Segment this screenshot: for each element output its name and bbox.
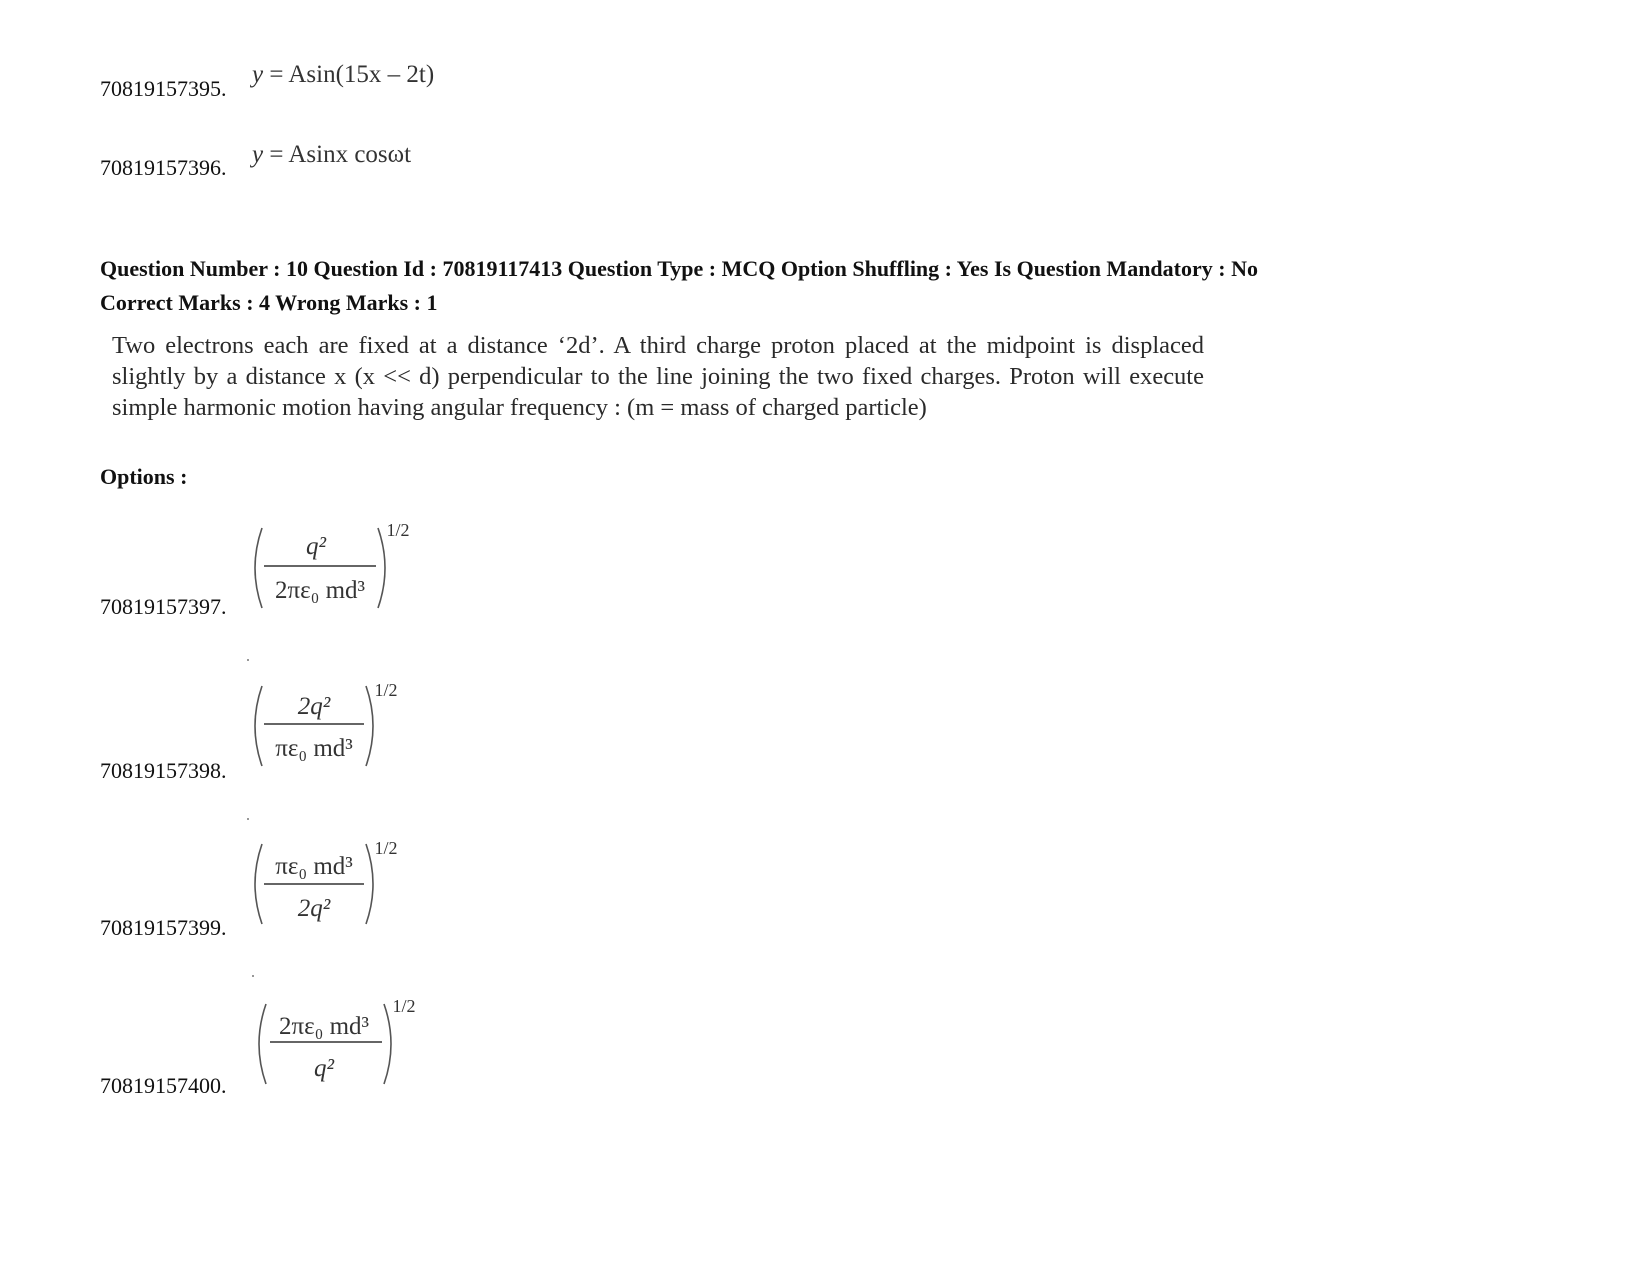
left-paren [255, 844, 262, 924]
exponent: 1/2 [392, 996, 416, 1016]
numerator: 2q² [297, 693, 331, 720]
option-equation-70819157396: y = Asinx cosωt [252, 141, 412, 168]
option-equation-70819157395: y = Asin(15x – 2t) [252, 61, 435, 88]
options-label: Options : [100, 464, 188, 489]
option-id-70819157399: 70819157399. [100, 915, 227, 940]
option-id-70819157396: 70819157396. [100, 155, 227, 180]
stray-mark [252, 975, 254, 977]
right-paren [384, 1004, 391, 1084]
denominator: 2q² [297, 895, 331, 922]
question-meta [100, 252, 1258, 320]
option-id-70819157395: 70819157395. [100, 76, 227, 101]
option-formula-70819157399 [244, 822, 419, 937]
question-meta-line1: Question Number : 10 Question Id : 70819117413 Question Type : MCQ Option Shuffling : Yes Is Question Mandatory : No [100, 256, 1258, 281]
option-id-70819157400: 70819157400. [100, 1073, 227, 1098]
stray-mark [247, 659, 249, 661]
right-paren [366, 686, 373, 766]
option-formula-70819157398 [244, 664, 419, 779]
question-text: Two electrons each are fixed at a distance ‘2d’. A third charge proton placed at the midpoint is displaced slightly by a distance x (x << d) perpendicular to the line joining the two fixed charges. Proton will execute simple harmonic motion having angular frequency : (m = mass of charged particle) [112, 332, 1204, 421]
denominator: q² [314, 1055, 334, 1082]
option-id-70819157397: 70819157397. [100, 594, 227, 619]
left-paren [255, 528, 262, 608]
right-paren [366, 844, 373, 924]
exponent: 1/2 [374, 680, 398, 700]
numerator: πε₀ md³ [275, 853, 353, 880]
denominator: πε₀ md³ [275, 735, 353, 762]
stray-mark [247, 818, 249, 820]
option-id-70819157398: 70819157398. [100, 758, 227, 783]
left-paren [255, 686, 262, 766]
exponent: 1/2 [386, 520, 410, 540]
numerator: 2πε₀ md³ [278, 1013, 370, 1040]
left-paren [259, 1004, 266, 1084]
option-formula-70819157397 [244, 502, 419, 617]
denominator: 2πε₀ md³ [274, 577, 366, 604]
exponent: 1/2 [374, 838, 398, 858]
numerator: q² [306, 533, 326, 560]
question-meta-line2: Correct Marks : 4 Wrong Marks : 1 [100, 290, 438, 315]
right-paren [378, 528, 385, 608]
option-formula-70819157400 [244, 978, 424, 1093]
